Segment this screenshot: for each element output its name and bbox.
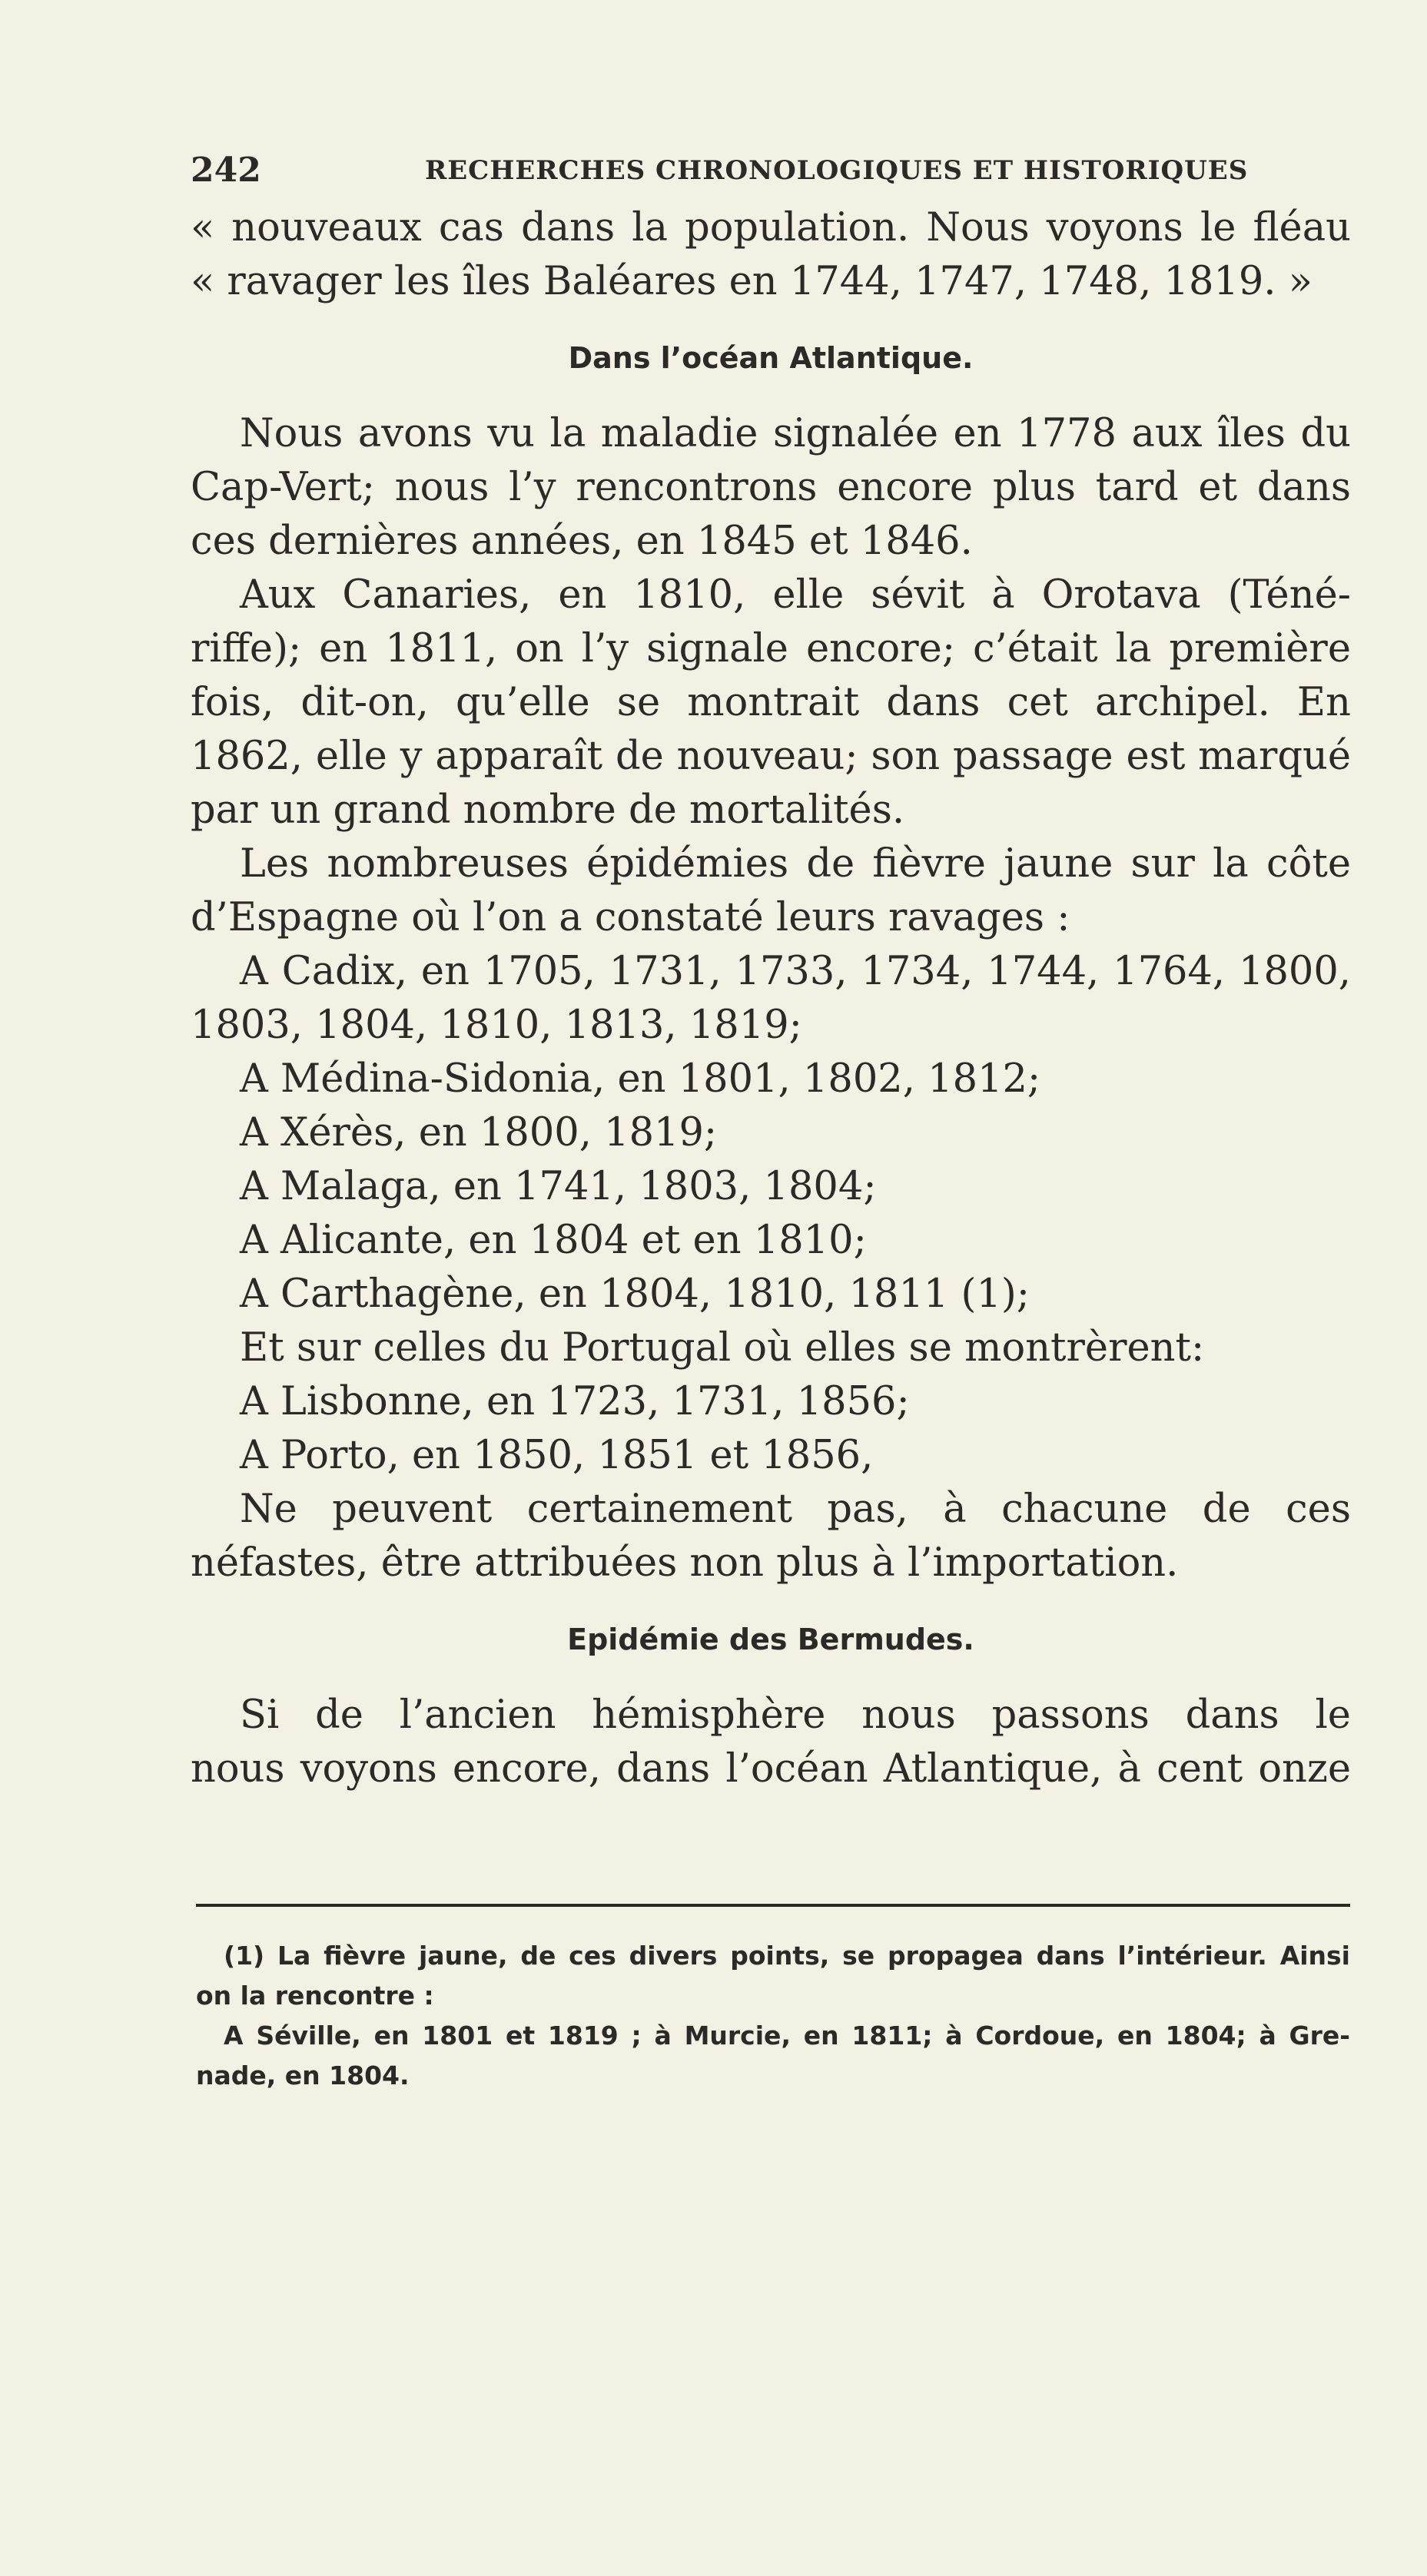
text-line: Et sur celles du Portugal où elles se montrèrent: xyxy=(240,1325,1205,1371)
footnote-line: on la rencontre : xyxy=(196,1981,434,2011)
text-line: A Lisbonne, en 1723, 1731, 1856; xyxy=(240,1379,910,1424)
text-line: Cap-Vert; nous l’y rencontrons encore plus tard et dans xyxy=(191,465,1351,510)
text-line: Aux Canaries, en 1810, elle sévit à Orotava (Téné- xyxy=(240,572,1351,618)
footnote-line: A Séville, en 1801 et 1819 ; à Murcie, en 1811; à Cordoue, en 1804; à Gre- xyxy=(224,2021,1350,2051)
text-line: « nouveaux cas dans la population. Nous voyons le fléau xyxy=(191,205,1351,250)
text-line: néfastes, être attribuées non plus à l’importation. xyxy=(191,1540,1179,1586)
text-line: Nous avons vu la maladie signalée en 1778 aux îles du xyxy=(240,411,1351,456)
section-heading: Dans l’océan Atlantique. xyxy=(568,341,974,375)
text-line: nous voyons encore, dans l’océan Atlantique, à cent onze xyxy=(191,1746,1351,1792)
page-header xyxy=(191,151,1351,197)
text-line: A Xérès, en 1800, 1819; xyxy=(240,1110,718,1155)
text-line: par un grand nombre de mortalités. xyxy=(191,787,905,833)
text-line: 1803, 1804, 1810, 1813, 1819; xyxy=(191,1003,802,1048)
text-line: « ravager les îles Baléares en 1744, 1747, 1748, 1819. » xyxy=(191,259,1313,304)
text-line: A Carthagène, en 1804, 1810, 1811 (1); xyxy=(240,1271,1030,1317)
text-line: Si de l’ancien hémisphère nous passons dans le xyxy=(240,1692,1351,1738)
text-line: A Médina-Sidonia, en 1801, 1802, 1812; xyxy=(240,1056,1041,1102)
text-line: ces dernières années, en 1845 et 1846. xyxy=(191,519,973,564)
running-head: RECHERCHES CHRONOLOGIQUES ET HISTORIQUES xyxy=(425,155,1249,186)
text-line: 1862, elle y apparaît de nouveau; son passage est marqué xyxy=(191,734,1351,779)
text-line: fois, dit-on, qu’elle se montrait dans cet archipel. En xyxy=(191,680,1351,725)
text-line: A Porto, en 1850, 1851 et 1856, xyxy=(240,1433,874,1478)
footnote-line: nade, en 1804. xyxy=(196,2060,410,2090)
text-line: Les nombreuses épidémies de fièvre jaune sur la côte xyxy=(240,841,1351,887)
footnote-line: (1) La fièvre jaune, de ces divers points, se propagea dans l’intérieur. Ainsi xyxy=(224,1941,1350,1971)
text-line: A Cadix, en 1705, 1731, 1733, 1734, 1744, 1764, 1800, xyxy=(240,949,1351,994)
body-text xyxy=(191,201,1351,1796)
footnotes xyxy=(196,1936,1350,2096)
text-line: A Alicante, en 1804 et en 1810; xyxy=(240,1218,867,1263)
section-heading: Epidémie des Bermudes. xyxy=(567,1623,974,1656)
text-line: Ne peuvent certainement pas, à chacune de ces xyxy=(240,1487,1351,1532)
footnote-divider xyxy=(196,1904,1350,1907)
text-line: A Malaga, en 1741, 1803, 1804; xyxy=(240,1164,877,1209)
page-number: 242 xyxy=(191,151,261,190)
text-line: d’Espagne où l’on a constaté leurs ravages : xyxy=(191,895,1070,940)
text-line: riffe); en 1811, on l’y signale encore; c’était la première xyxy=(191,626,1351,671)
